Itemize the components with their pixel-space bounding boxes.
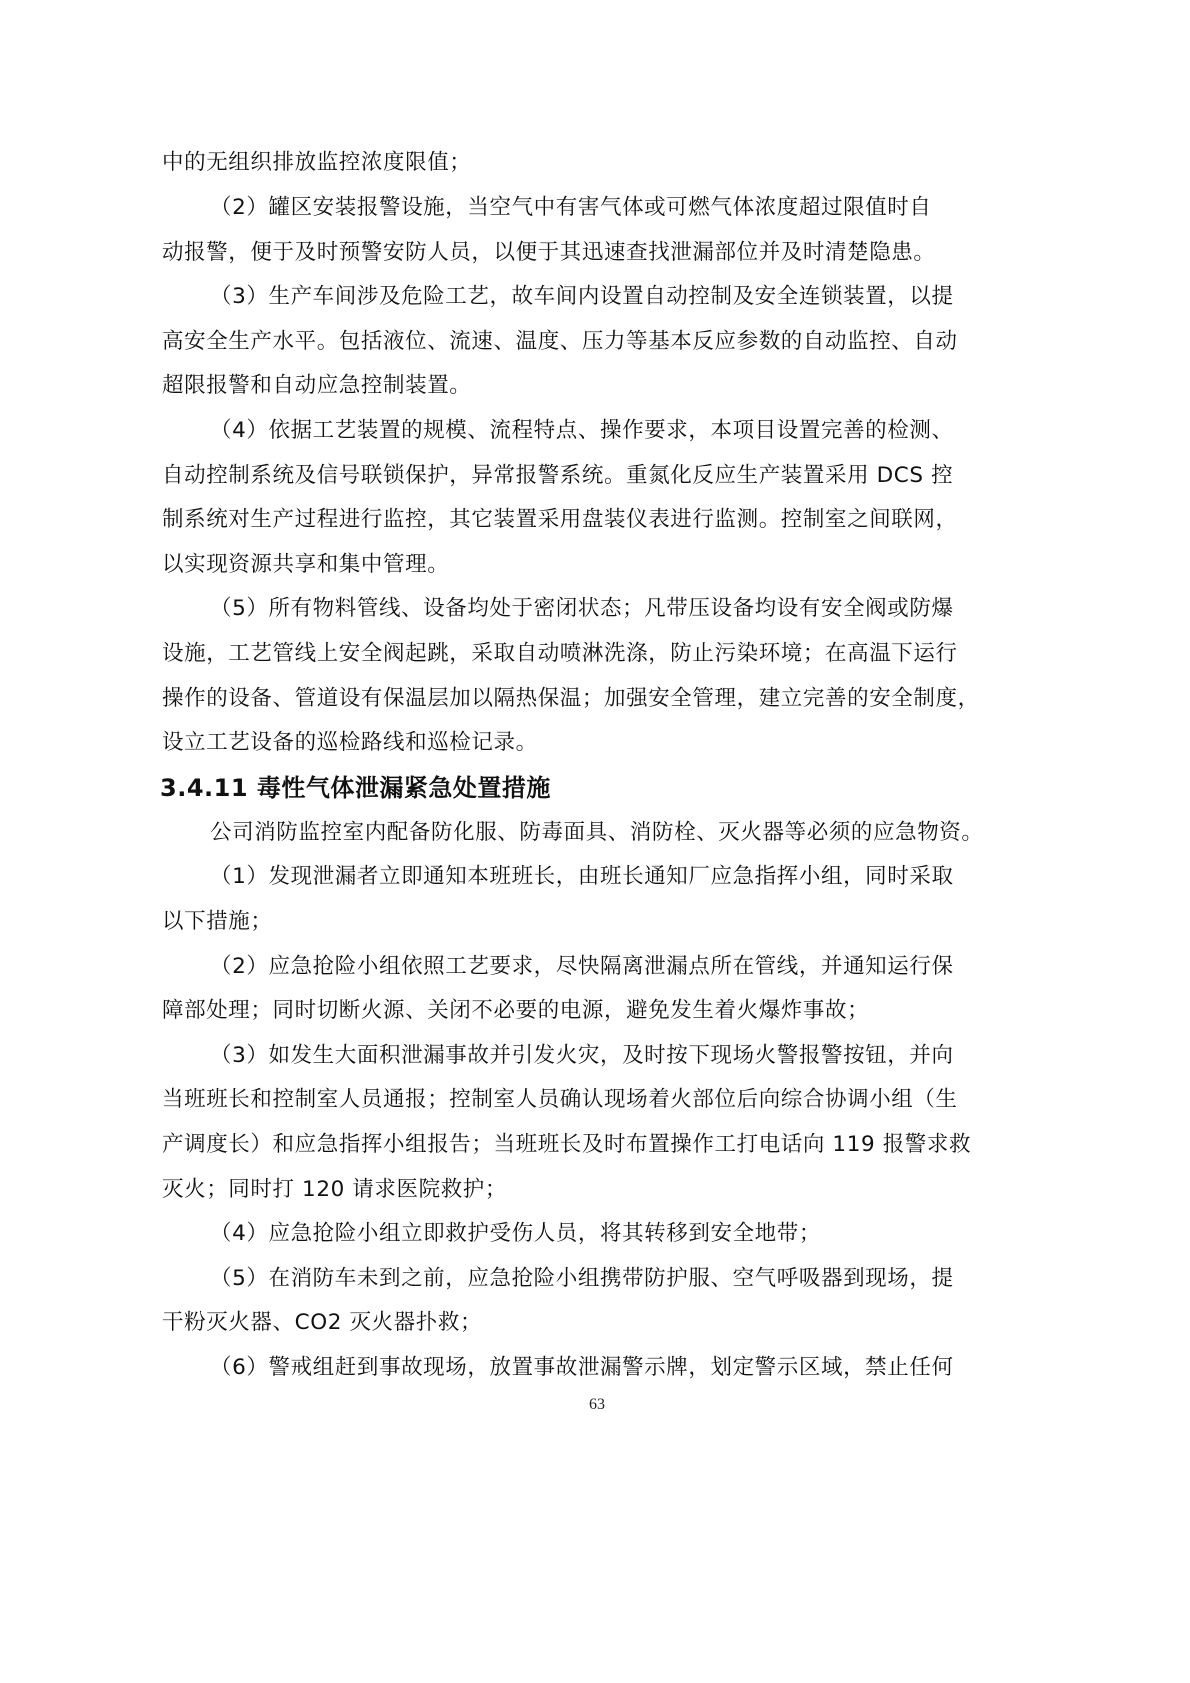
step-5-line-1: （5）在消防车未到之前，应急抢险小组携带防护服、空气呼吸器到现场，提 [210,1266,954,1291]
paragraph-5-line-1: （5）所有物料管线、设备均处于密闭状态；凡带压设备均设有安全阀或防爆 [210,596,954,621]
step-5-line-2: 干粉灭火器、CO2 灭火器扑救； [162,1310,483,1335]
step-1-line-1: （1）发现泄漏者立即通知本班班长，由班长通知厂应急指挥小组，同时采取 [210,864,954,889]
step-1-line-2: 以下措施； [162,909,273,934]
paragraph-3-line-1: （3）生产车间涉及危险工艺，故车间内设置自动控制及安全连锁装置，以提 [210,284,954,309]
paragraph-4-line-1: （4）依据工艺装置的规模、流程特点、操作要求，本项目设置完善的检测、 [210,418,954,443]
paragraph-2-line-1: （2）罐区安装报警设施，当空气中有害气体或可燃气体浓度超过限值时自 [210,195,932,220]
paragraph-2-line-2: 动报警，便于及时预警安防人员，以便于其迅速查找泄漏部位并及时清楚隐患。 [162,240,936,265]
page-number: 63 [589,1396,605,1413]
paragraph-5-line-3: 操作的设备、管道设有保温层加以隔热保温；加强安全管理，建立完善的安全制度， [162,686,980,711]
paragraph-3-line-3: 超限报警和自动应急控制装置。 [162,373,472,398]
step-3-line-1: （3）如发生大面积泄漏事故并引发火灾，及时按下现场火警报警按钮，并向 [210,1043,954,1068]
paragraph-5-line-4: 设立工艺设备的巡检路线和巡检记录。 [162,730,538,755]
step-4-line-1: （4）应急抢险小组立即救护受伤人员，将其转移到安全地带； [210,1221,821,1246]
paragraph-4-line-2: 自动控制系统及信号联锁保护，异常报警系统。重氮化反应生产装置采用 DCS 控 [162,463,954,488]
step-2-line-1: （2）应急抢险小组依照工艺要求，尽快隔离泄漏点所在管线，并通知运行保 [210,954,954,979]
step-3-line-2: 当班班长和控制室人员通报；控制室人员确认现场着火部位后向综合协调小组（生 [162,1087,958,1112]
step-3-line-3: 产调度长）和应急指挥小组报告；当班班长及时布置操作工打电话向 119 报警求救 [162,1132,972,1157]
paragraph-5-line-2: 设施，工艺管线上安全阀起跳，采取自动喷淋洗涤，防止污染环境；在高温下运行 [162,641,958,666]
section-heading: 3.4.11 毒性气体泄漏紧急处置措施 [160,774,551,802]
step-3-line-4: 灭火；同时打 120 请求医院救护； [162,1177,508,1202]
step-6-line-1: （6）警戒组赶到事故现场，放置事故泄漏警示牌，划定警示区域，禁止任何 [210,1355,954,1380]
text-line: 中的无组织排放监控浓度限值； [162,150,472,175]
intro-line: 公司消防监控室内配备防化服、防毒面具、消防栓、灭火器等必须的应急物资。 [210,820,984,845]
step-2-line-2: 障部处理；同时切断火源、关闭不必要的电源，避免发生着火爆炸事故； [162,998,870,1023]
paragraph-3-line-2: 高安全生产水平。包括液位、流速、温度、压力等基本反应参数的自动监控、自动 [162,329,958,354]
paragraph-4-line-3: 制系统对生产过程进行监控，其它装置采用盘装仪表进行监测。控制室之间联网， [162,507,958,532]
paragraph-4-line-4: 以实现资源共享和集中管理。 [162,552,450,577]
